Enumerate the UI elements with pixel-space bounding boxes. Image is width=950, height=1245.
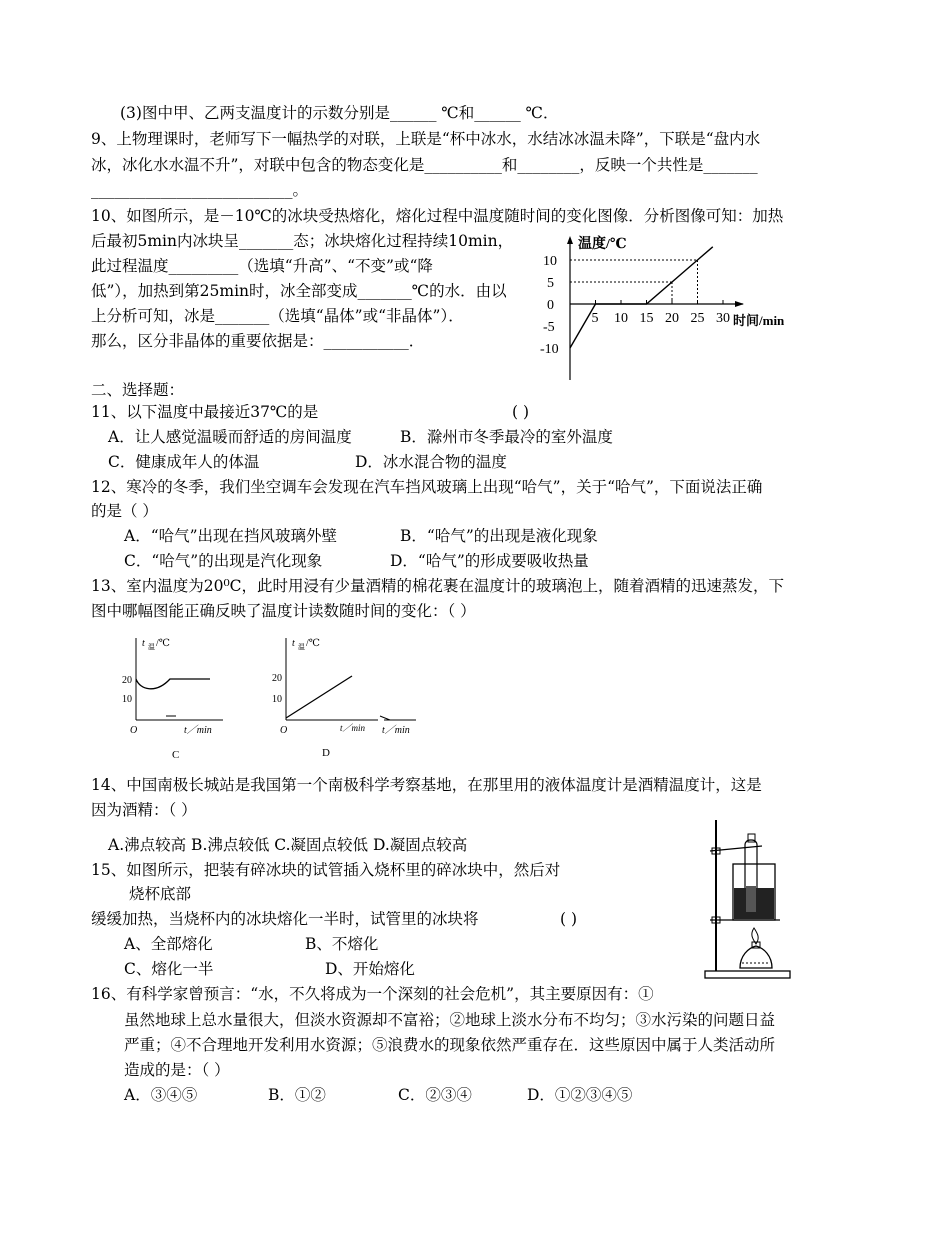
- q11-stem: 11、以下温度中最接近37℃的是: [91, 403, 319, 421]
- graph-c-tick-20: 20: [122, 675, 132, 686]
- graph-c: [118, 632, 238, 762]
- q9-line2: 冰，冰化水水温不升”，对联中包含的物态变化是__________和________，反映一个共性是_______: [91, 156, 758, 174]
- graph-c-xlabel: t／min: [184, 725, 212, 736]
- q10-line2: 后最初5min内冰块呈_______态；冰块熔化过程持续10min，: [91, 232, 514, 250]
- q10-line4: 低”），加热到第25min时，冰全部变成_______℃的水．由以: [91, 282, 507, 300]
- y-tick-label: 0: [547, 298, 554, 313]
- x-axis-arrow: [735, 301, 744, 307]
- q12-line1: 12、寒冷的冬季，我们坐空调车会发现在汽车挡风玻璃上出现“哈气”，关于“哈气”，下面说法正确: [91, 478, 763, 496]
- graph-c-tick-10: 10: [122, 694, 132, 705]
- q16-option-a: A．③④⑤: [124, 1086, 198, 1104]
- heating-apparatus-illustration: [700, 818, 800, 983]
- x-tick-label: 5: [591, 311, 599, 326]
- q15-line2: 烧杯底部: [129, 885, 192, 903]
- q15-line1: 15、如图所示，把装有碎冰块的试管插入烧杯里的碎冰块中，然后对: [91, 861, 561, 879]
- graph-c-curve: [136, 679, 210, 689]
- q12-option-d: D．“哈气”的形成要吸收热量: [390, 552, 589, 570]
- graph-d-xlabel2: t／min: [382, 725, 410, 736]
- q11-option-a: A．让人感觉温暖而舒适的房间温度: [108, 428, 352, 446]
- q14-line2: 因为酒精：（ ）: [91, 801, 197, 819]
- x-tick-label: 10: [614, 311, 628, 326]
- q15-option-c: C、熔化一半: [124, 960, 214, 978]
- graph-c-yunit: /℃: [156, 638, 170, 649]
- q14-line1: 14、中国南极长城站是我国第一个南极科学考察基地，在那里用的液体温度计是酒精温度计，这是: [91, 776, 762, 794]
- graph-d-xlabel: t／min: [340, 723, 366, 733]
- q15-option-a: A、全部熔化: [124, 935, 213, 953]
- q16-line3: 严重；④不合理地开发利用水资源；⑤浪费水的现象依然严重存在．这些原因中属于人类活动所: [124, 1036, 776, 1054]
- q16-option-c: C．②③④: [398, 1086, 472, 1104]
- q12-option-c: C．“哈气”的出现是汽化现象: [124, 552, 323, 570]
- x-tick-label: 30: [716, 311, 730, 326]
- section-title: 二、选择题：: [91, 381, 185, 399]
- graph-d-tick-10: 10: [272, 694, 282, 705]
- graph-d-yunit: /℃: [306, 638, 320, 649]
- q10-line5: 上分析可知，冰是_______（选填“晶体”或“非晶体”）．: [91, 307, 464, 325]
- graph-c-ylabel: t: [142, 638, 145, 649]
- graph-d-tick-20: 20: [272, 673, 282, 684]
- graph-d-origin: O: [280, 725, 288, 736]
- y-axis-arrow: [567, 236, 573, 244]
- q16-line2: 虽然地球上总水量很大，但淡水资源却不富裕；②地球上淡水分布不均匀；③水污染的问题日益: [124, 1011, 776, 1029]
- graph-d: [268, 632, 428, 762]
- q10-line1: 10、如图所示，是－10℃的冰块受热熔化，熔化过程中温度随时间的变化图像．分析图像可知：加热: [91, 207, 784, 225]
- q15-option-d: D、开始熔化: [325, 960, 415, 978]
- q9-line3: __________________________。: [91, 181, 309, 199]
- graph-c-caption: C: [172, 749, 180, 761]
- q12-option-b: B．“哈气”的出现是液化现象: [400, 527, 598, 545]
- q16-option-b: B．①②: [268, 1086, 326, 1104]
- q10-line6: 那么，区分非晶体的重要依据是：___________．: [91, 332, 425, 350]
- graph-c-ysub: 温: [148, 643, 155, 651]
- graph-d-ylabel: t: [292, 638, 295, 649]
- q11-option-d: D．冰水混合物的温度: [355, 453, 507, 471]
- q15-bracket: ( ): [560, 910, 578, 928]
- q8-line3: (3)图中甲、乙两支温度计的示数分别是______ ℃和______ ℃．: [120, 104, 559, 122]
- graph-d-line: [286, 676, 352, 718]
- q12-option-a: A．“哈气”出现在挡风玻璃外壁: [124, 527, 338, 545]
- y-axis-label: 温度/℃: [578, 237, 627, 252]
- q16-line4: 造成的是：（ ）: [124, 1061, 230, 1079]
- graph-d-caption: D: [322, 747, 330, 759]
- q11-option-b: B．滁州市冬季最冷的室外温度: [400, 428, 613, 446]
- q15-option-b: B、不熔化: [305, 935, 379, 953]
- temperature-series: [570, 247, 713, 348]
- q15-line3: 缓缓加热，当烧杯内的冰块熔化一半时，试管里的冰块将: [91, 910, 479, 928]
- q13-line2: 图中哪幅图能正确反映了温度计读数随时间的变化：（ ）: [91, 602, 476, 620]
- q12-line2: 的是（ ）: [91, 502, 158, 520]
- q16-option-d: D．①②③④⑤: [527, 1086, 633, 1104]
- x-axis-label: 时间/min: [733, 313, 785, 328]
- q16-line1: 16、有科学家曾预言：“水，不久将成为一个深刻的社会危机”，其主要原因有：①: [91, 985, 654, 1003]
- q14-options: A.沸点较高 B.沸点较低 C.凝固点较低 D.凝固点较高: [108, 836, 468, 854]
- x-tick-label: 15: [639, 311, 654, 326]
- q9-line1: 9、上物理课时，老师写下一幅热学的对联，上联是“杯中冰水，水结冰冰温未降”，下联是“盘内水: [91, 130, 761, 148]
- x-tick-label: 25: [690, 311, 705, 326]
- graph-d-ysub: 温: [298, 643, 305, 651]
- y-tick-label: -10: [540, 342, 559, 357]
- q11-bracket: ( ): [512, 403, 530, 421]
- melting-graph: [535, 232, 805, 384]
- q11-option-c: C．健康成年人的体温: [108, 453, 260, 471]
- x-tick-label: 20: [665, 311, 679, 326]
- y-tick-label: 10: [543, 254, 557, 269]
- graph-c-origin: O: [130, 725, 138, 736]
- q13-line1: 13、室内温度为20⁰C，此时用浸有少量酒精的棉花裹在温度计的玻璃泡上，随着酒精的迅速蒸发，下: [91, 577, 785, 595]
- q10-line3: 此过程温度_________（选填“升高”、“不变”或“降: [91, 257, 433, 275]
- y-tick-label: 5: [547, 276, 554, 291]
- y-tick-label: -5: [543, 320, 555, 335]
